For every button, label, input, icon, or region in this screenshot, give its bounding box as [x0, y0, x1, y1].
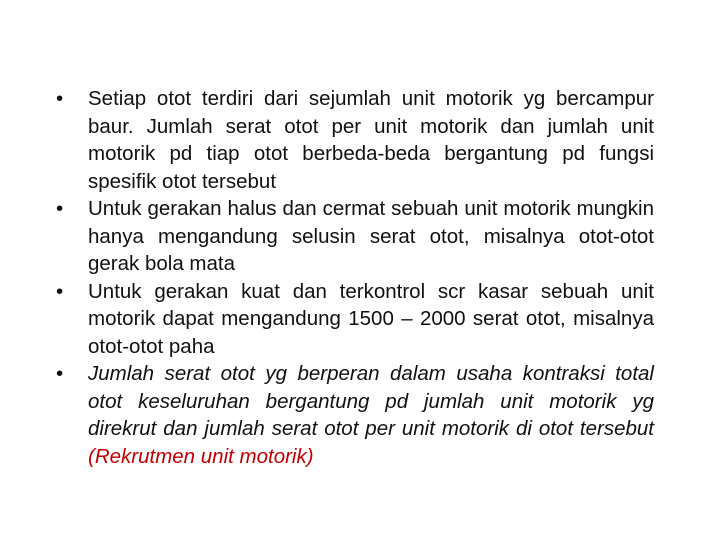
bullet-item [56, 85, 654, 195]
bullet-list [56, 85, 654, 470]
bullet-text: Untuk gerakan kuat dan terkontrol scr kasar sebuah unit motorik dapat mengandung 1500 – 2000 serat otot, misalnya otot-otot paha [88, 279, 654, 358]
bullet-dot-icon: • [56, 279, 64, 303]
highlight-text: (Rekrutmen unit motorik) [88, 444, 314, 468]
bullet-text: Jumlah serat otot yg berperan dalam usaha kontraksi total otot keseluruhan bergantung pd jumlah unit motorik yg direkrut dan jumlah serat otot per unit motorik di otot tersebut [88, 362, 654, 440]
bullet-item [56, 278, 654, 361]
bullet-dot-icon: • [56, 197, 64, 220]
bullet-text: Setiap otot terdiri dari sejumlah unit motorik yg bercampur baur. Jumlah serat otot per unit motorik dan jumlah unit motorik pd tiap otot berbeda-beda bergantung pd fungsi spesifik otot tersebut [88, 87, 654, 193]
bullet-dot-icon: • [56, 362, 64, 385]
bullet-text: Untuk gerakan halus dan cermat sebuah unit motorik mungkin hanya mengandung selusin serat otot, misalnya otot-otot gerak bola mata [88, 197, 654, 275]
bullet-item [56, 195, 654, 278]
bullet-item [56, 360, 654, 470]
bullet-dot-icon: • [56, 87, 64, 110]
